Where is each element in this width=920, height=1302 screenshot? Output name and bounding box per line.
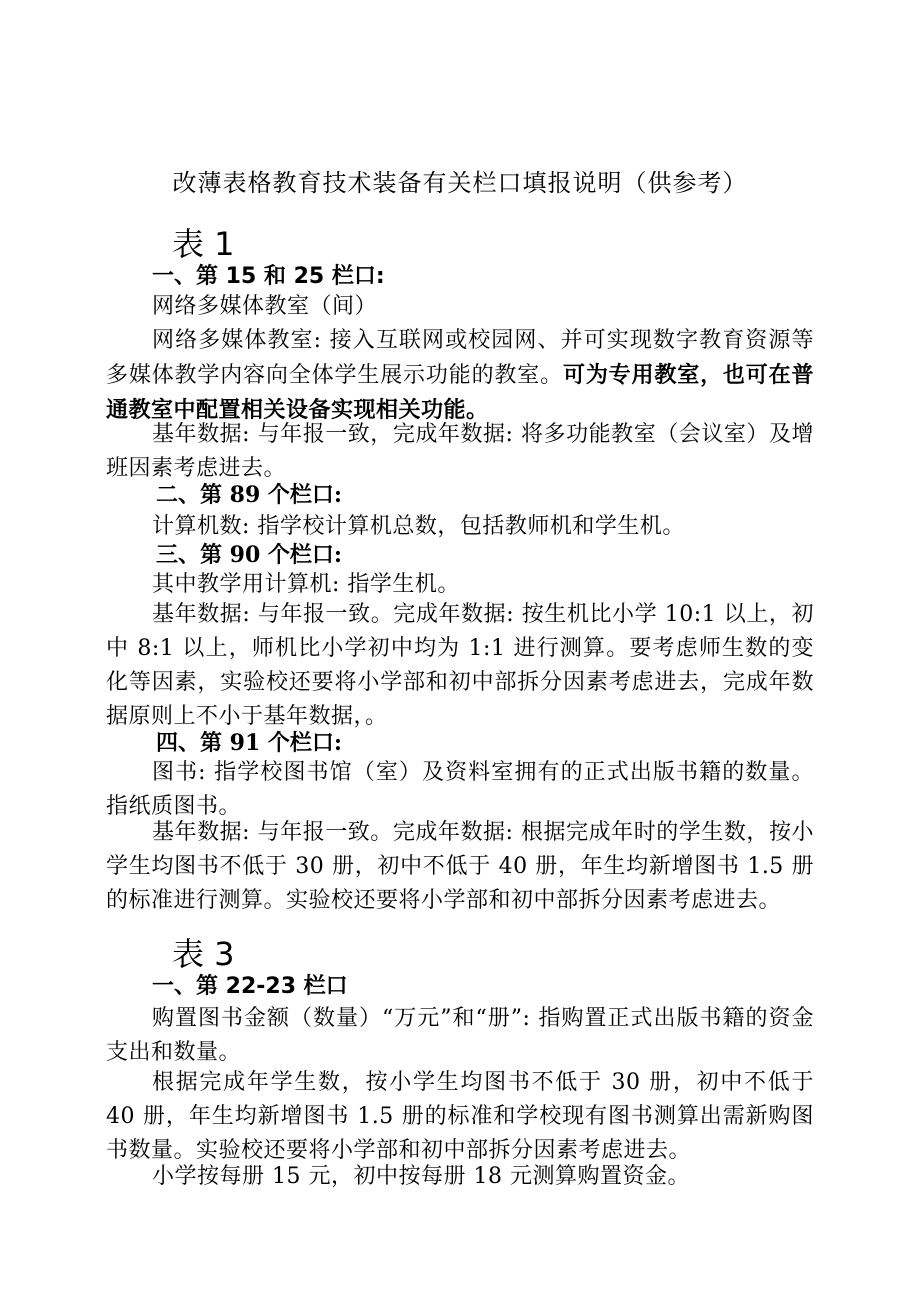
paragraph: 基年数据: 与年报一致。完成年数据: 根据完成年时的学生数，按小学生均图书不低于 30 册，初中不低于 40 册，年生均新增图书 1.5 册的标准进行测算。实验校还要将小学部和初中部拆分因素考虑进去。 xyxy=(106,820,814,913)
section-heading: 一、第 22-23 栏口 xyxy=(152,974,348,999)
paragraph: 基年数据: 与年报一致。完成年数据: 按生机比小学 10:1 以上，初中 8:1 以上，师机比小学初中均为 1:1 进行测算。要考虑师生数的变化等因素，实验校还要将小学部和初中部拆分因素考虑进去，完成年数据原则上不小于基年数据，。 xyxy=(106,602,814,729)
table-3-heading: 表 3 xyxy=(172,935,235,973)
paragraph: 购置图书金额（数量）“万元”和“册”: 指购置正式出版书籍的资金支出和数量。 xyxy=(106,1006,814,1065)
paragraph-text: 网络多媒体教室: 接入互联网或校园网、并可实现数字教育资源等多媒体教学内容向全体学生展示功能的教室。 xyxy=(106,328,814,388)
paragraph: 网络多媒体教室（间） xyxy=(152,294,378,319)
paragraph: 基年数据: 与年报一致，完成年数据: 将多功能教室（会议室）及增班因素考虑进去。 xyxy=(106,422,814,481)
paragraph xyxy=(106,324,814,428)
section-heading: 四、第 91 个栏口: xyxy=(156,730,343,756)
paragraph: 图书: 指学校图书馆（室）及资料室拥有的正式出版书籍的数量。指纸质图书。 xyxy=(106,760,814,819)
section-heading: 三、第 90 个栏口: xyxy=(156,542,343,568)
bold-note: 可为专用教室，也可在普通教室中配置相关设备实现相关功能。 xyxy=(106,362,814,423)
paragraph: 其中教学用计算机: 指学生机。 xyxy=(152,572,460,597)
paragraph: 计算机数: 指学校计算机总数，包括教师机和学生机。 xyxy=(152,514,685,539)
paragraph: 小学按每册 15 元，初中按每册 18 元测算购置资金。 xyxy=(152,1164,690,1189)
section-heading: 一、第 15 和 25 栏口: xyxy=(152,264,385,289)
table-1-heading: 表 1 xyxy=(172,225,235,263)
section-heading: 二、第 89 个栏口: xyxy=(156,482,343,508)
paragraph: 根据完成年学生数，按小学生均图书不低于 30 册，初中不低于 40 册，年生均新增图书 1.5 册的标准和学校现有图书测算出需新购图书数量。实验校还要将小学部和初中部拆分因素考虑进去。 xyxy=(106,1070,814,1163)
document-title: 改薄表格教育技术装备有关栏口填报说明（供参考） xyxy=(172,169,748,197)
